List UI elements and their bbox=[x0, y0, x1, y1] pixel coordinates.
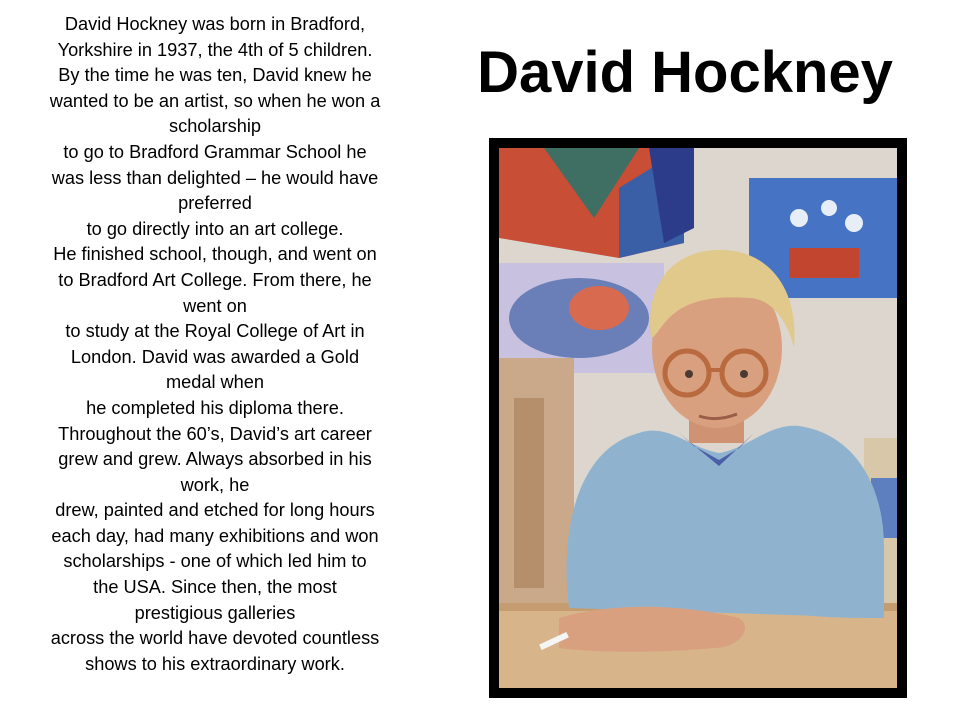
bio-line: drew, painted and etched for long hours bbox=[55, 500, 375, 521]
bio-line: London. David was awarded a Gold bbox=[70, 346, 360, 367]
bio-line: to Bradford Art College. From there, he bbox=[58, 269, 372, 290]
bio-line: preferred bbox=[178, 193, 252, 214]
bio-line: was less than delighted – he would have bbox=[51, 167, 379, 188]
biography-text bbox=[14, 12, 416, 677]
bio-line: medal when bbox=[165, 372, 265, 393]
bio-line: scholarships - one of which led him to bbox=[63, 551, 367, 572]
bio-line: each day, had many exhibitions and won bbox=[51, 525, 379, 546]
portrait-photo-frame bbox=[489, 138, 907, 698]
bio-line: to study at the Royal College of Art in bbox=[65, 321, 365, 342]
slide-title: David Hockney bbox=[477, 40, 893, 105]
bio-line: scholarship bbox=[169, 116, 261, 137]
bio-line: to go to Bradford Grammar School he bbox=[63, 141, 367, 162]
bio-line: By the time he was ten, David knew he bbox=[58, 65, 372, 86]
bio-line: shows to his extraordinary work. bbox=[85, 653, 345, 674]
bio-line: prestigious galleries bbox=[134, 602, 296, 623]
bio-line: the USA. Since then, the most bbox=[93, 577, 337, 598]
bio-line: went on bbox=[183, 295, 247, 316]
bio-line: David Hockney was born in Bradford, bbox=[64, 14, 366, 34]
portrait-illustration bbox=[499, 148, 897, 688]
bio-line: across the world have devoted countless bbox=[50, 628, 380, 649]
bio-line: work, he bbox=[180, 474, 250, 495]
portrait-photo bbox=[499, 148, 897, 688]
bio-line: Throughout the 60’s, David’s art career bbox=[58, 423, 372, 444]
bio-line: to go directly into an art college. bbox=[86, 218, 344, 239]
bio-line: He finished school, though, and went on bbox=[53, 244, 377, 265]
bio-line: he completed his diploma there. bbox=[86, 397, 344, 418]
bio-line: grew and grew. Always absorbed in his bbox=[58, 449, 372, 470]
bio-line: wanted to be an artist, so when he won a bbox=[49, 90, 381, 111]
bio-line: Yorkshire in 1937, the 4th of 5 children. bbox=[57, 39, 373, 60]
